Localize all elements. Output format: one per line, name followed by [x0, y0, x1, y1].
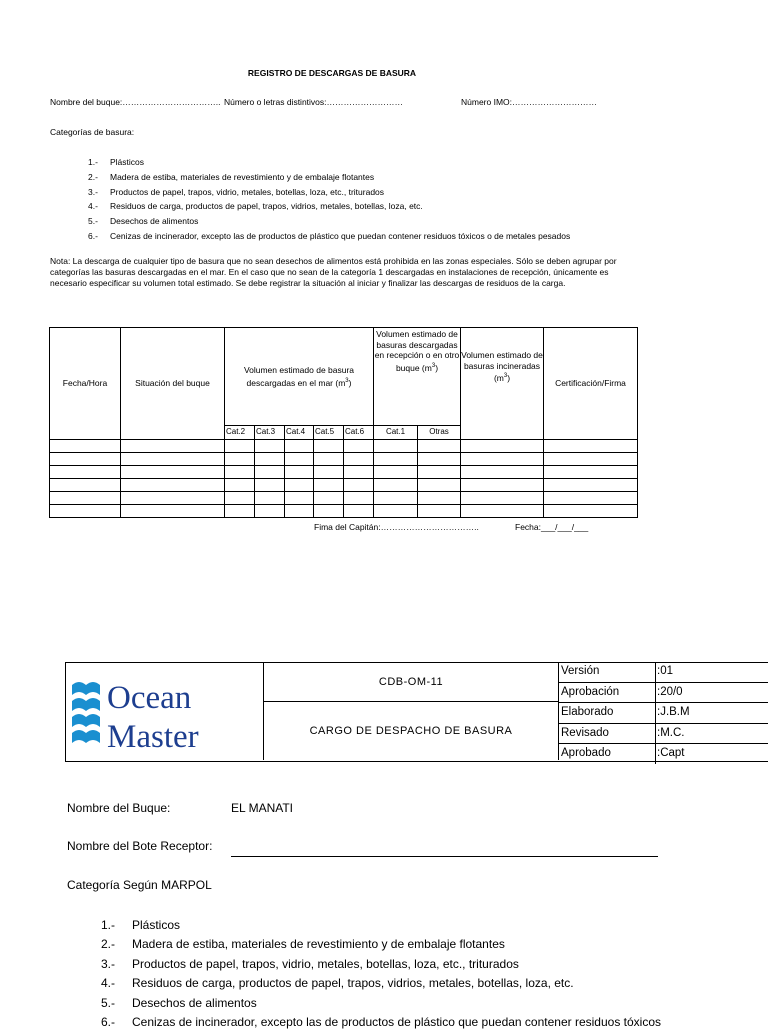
control-key: Revisado: [561, 726, 609, 739]
document-control-table: [559, 662, 768, 764]
category-number: 6.-: [101, 1014, 116, 1029]
category-text: Madera de estiba, materiales de revestimiento y de embalaje flotantes: [110, 171, 375, 182]
log-entry-cell[interactable]: [121, 453, 225, 466]
subcol-cat5: Cat.5: [314, 426, 344, 440]
unit-superscript: 3: [503, 373, 508, 379]
col-vessel-position: Situación del buque: [121, 328, 225, 440]
category-text: Cenizas de incinerador, excepto las de productos de plástico que puedan contener residuos tóxicos o de metales pesados: [110, 230, 571, 241]
category-number: 5.-: [101, 995, 116, 1010]
log-entry-cell[interactable]: [461, 453, 544, 466]
subcol-other: Otras: [418, 426, 461, 440]
distinctive-letters-field[interactable]: Número o letras distintivos:………………………: [224, 97, 404, 107]
log-entry-cell[interactable]: [255, 466, 285, 479]
category-text: Plásticos: [110, 157, 145, 167]
control-value: :Capt: [657, 747, 685, 760]
unit-superscript: 3: [431, 362, 436, 369]
imo-number-field[interactable]: Número IMO:…………………………: [461, 97, 598, 107]
document-code: CDB-OM-11: [264, 662, 559, 702]
col-incinerated-label: Volumen estimado de basuras incineradas (m: [461, 350, 543, 383]
col-sea-volume: [225, 328, 374, 426]
category-text: Cenizas de incinerador, excepto las de productos de plástico que puedan contener residuos tóxicos: [132, 1014, 662, 1029]
log-entry-cell[interactable]: [374, 479, 418, 492]
category-text: Residuos de carga, productos de papel, trapos, vidrios, metales, botellas, loza, etc.: [110, 201, 423, 212]
subcol-cat2: Cat.2: [225, 426, 255, 440]
date-field[interactable]: Fecha:___/___/___: [515, 522, 589, 532]
log-entry-cell[interactable]: [225, 479, 255, 492]
log-entry-cell[interactable]: [461, 440, 544, 453]
control-row: [559, 703, 768, 724]
log-entry-row: [50, 453, 638, 466]
subcol-cat4: Cat.4: [285, 426, 314, 440]
subcol-cat6: Cat.6: [344, 426, 374, 440]
log-entry-cell[interactable]: [314, 466, 344, 479]
log-entry-cell[interactable]: [344, 492, 374, 505]
control-key: Aprobación: [561, 685, 620, 698]
garbage-log-table: [49, 327, 638, 518]
log-entry-cell[interactable]: [374, 453, 418, 466]
unit-close-paren: ): [348, 377, 352, 388]
unit-superscript: 3: [345, 377, 349, 384]
log-entry-cell[interactable]: [285, 479, 314, 492]
log-entry-cell[interactable]: [285, 453, 314, 466]
control-row: [559, 662, 768, 683]
category-number: 2.-: [101, 937, 116, 952]
log-entry-cell[interactable]: [344, 453, 374, 466]
col-certification: Certificación/Firma: [544, 328, 638, 440]
log-entry-cell[interactable]: [461, 505, 544, 518]
category-text: Residuos de carga, productos de papel, trapos, vidrios, metales, botellas, loza, etc.: [132, 976, 574, 991]
log-entry-cell[interactable]: [225, 440, 255, 453]
control-divider: [655, 683, 656, 703]
log-entry-cell[interactable]: [50, 505, 121, 518]
categories-heading: Categorías de basura:: [50, 127, 135, 137]
subcol-cat1: Cat.1: [374, 426, 418, 440]
log-entry-cell[interactable]: [461, 466, 544, 479]
log-entry-cell[interactable]: [314, 479, 344, 492]
col-reception-volume-label: Volumen estimado de basuras descargadas en recepción o en otro buque (m: [374, 329, 460, 373]
log-entry-cell[interactable]: [50, 492, 121, 505]
log-entry-cell[interactable]: [461, 492, 544, 505]
col-date-time: Fecha/Hora: [50, 328, 121, 440]
category-number: 1.-: [101, 918, 116, 932]
document-title: REGISTRO DE DESCARGAS DE BASURA: [247, 68, 417, 78]
category-number: 3.-: [101, 956, 116, 971]
control-value: :20/0: [657, 685, 683, 698]
log-entry-cell[interactable]: [344, 440, 374, 453]
control-value: :M.C.: [657, 726, 685, 739]
log-entry-cell[interactable]: [374, 492, 418, 505]
vessel-name-value: EL MANATI: [231, 801, 294, 815]
log-entry-cell[interactable]: [544, 440, 638, 453]
log-entry-cell[interactable]: [374, 505, 418, 518]
log-entry-cell[interactable]: [418, 466, 461, 479]
company-logo: [65, 662, 264, 760]
log-entry-row: [50, 466, 638, 479]
log-entry-cell[interactable]: [225, 453, 255, 466]
category-number: 6.-: [88, 230, 98, 241]
col-sea-volume-label: Volumen estimado de basura descargadas en el mar (m: [243, 365, 355, 388]
log-entry-row: [50, 440, 638, 453]
log-entry-cell[interactable]: [544, 466, 638, 479]
control-key: Elaborado: [561, 706, 614, 719]
log-entry-cell[interactable]: [374, 440, 418, 453]
regulation-note: Nota: La descarga de cualquier tipo de basura que no sean desechos de alimentos está prohibida en las zonas especiales. Sólo se deben agrupar por categorías las basuras descargadas en el mar. En el caso que no sean de la categoría 1 descargadas en instalaciones de recepción, únicamente es necesario especificar su volumen total estimado. Se debe registrar la situación al iniciar y finalizar las descargas de residuos de la carga.: [50, 256, 617, 288]
captain-signature-field[interactable]: Fima del Capitán:……………………………..: [314, 522, 479, 532]
log-entry-cell[interactable]: [255, 479, 285, 492]
log-entry-cell[interactable]: [121, 479, 225, 492]
control-value: :J.B.M: [657, 706, 690, 719]
control-row: [559, 744, 768, 764]
log-entry-cell[interactable]: [418, 492, 461, 505]
control-divider: [655, 744, 656, 764]
log-entry-cell[interactable]: [121, 492, 225, 505]
marpol-category-heading: Categoría Según MARPOL: [67, 878, 212, 892]
vessel-name-field[interactable]: Nombre del buque:……………………………..: [50, 97, 221, 107]
log-entry-cell[interactable]: [50, 479, 121, 492]
category-number: 5.-: [88, 216, 98, 227]
log-entry-cell[interactable]: [50, 453, 121, 466]
ocean-master-logo-icon: [65, 662, 263, 760]
subcol-cat3: Cat.3: [255, 426, 285, 440]
control-key: Versión: [561, 665, 600, 677]
category-text: Desechos de alimentos: [110, 216, 199, 227]
category-number: 4.-: [88, 201, 98, 212]
log-entry-cell[interactable]: [255, 453, 285, 466]
log-entry-cell[interactable]: [544, 492, 638, 505]
vessel-name-label: Nombre del Buque:: [67, 801, 171, 815]
log-entry-cell[interactable]: [544, 505, 638, 518]
log-entry-cell[interactable]: [255, 492, 285, 505]
control-row: [559, 683, 768, 704]
category-number: 1.-: [88, 157, 98, 167]
log-entry-cell[interactable]: [461, 479, 544, 492]
control-divider: [655, 662, 656, 682]
log-entry-cell[interactable]: [344, 466, 374, 479]
category-text: Plásticos: [132, 918, 181, 932]
category-text: Productos de papel, trapos, vidrio, metales, botellas, loza, etc., triturados: [110, 186, 385, 197]
unit-close-paren: ): [435, 362, 439, 373]
col-incinerated-volume: [461, 328, 544, 440]
form-title: CARGO DE DESPACHO DE BASURA: [264, 702, 559, 760]
category-text: Madera de estiba, materiales de revestimiento y de embalaje flotantes: [132, 937, 505, 952]
logo-word-ocean: Ocean: [107, 680, 192, 716]
log-entry-cell[interactable]: [344, 479, 374, 492]
log-entry-cell[interactable]: [285, 440, 314, 453]
log-entry-cell[interactable]: [225, 492, 255, 505]
log-entry-cell[interactable]: [544, 479, 638, 492]
log-entry-row: [50, 479, 638, 492]
log-entry-cell[interactable]: [285, 466, 314, 479]
log-entry-cell[interactable]: [50, 440, 121, 453]
log-entry-cell[interactable]: [121, 505, 225, 518]
log-entry-cell[interactable]: [344, 505, 374, 518]
log-entry-cell[interactable]: [418, 505, 461, 518]
log-entry-cell[interactable]: [374, 466, 418, 479]
log-entry-cell[interactable]: [255, 440, 285, 453]
category-number: 4.-: [101, 976, 116, 991]
category-number: 2.-: [88, 171, 98, 182]
log-entry-cell[interactable]: [418, 479, 461, 492]
log-entry-cell[interactable]: [314, 492, 344, 505]
receiving-boat-input[interactable]: [231, 856, 658, 857]
log-entry-row: [50, 492, 638, 505]
log-entry-cell[interactable]: [121, 466, 225, 479]
log-entry-cell[interactable]: [544, 453, 638, 466]
log-entry-row: [50, 505, 638, 518]
log-entry-cell[interactable]: [418, 440, 461, 453]
log-entry-cell[interactable]: [225, 505, 255, 518]
control-row: [559, 724, 768, 745]
control-divider: [655, 703, 656, 723]
log-entry-cell[interactable]: [255, 505, 285, 518]
col-reception-volume: [374, 328, 461, 426]
log-entry-cell[interactable]: [225, 466, 255, 479]
log-entry-cell[interactable]: [50, 466, 121, 479]
log-entry-cell[interactable]: [314, 453, 344, 466]
category-text: Productos de papel, trapos, vidrio, metales, botellas, loza, etc., triturados: [132, 956, 519, 971]
log-entry-cell[interactable]: [121, 440, 225, 453]
unit-close-paren: ): [507, 372, 511, 383]
log-entry-cell[interactable]: [314, 505, 344, 518]
category-text: Desechos de alimentos: [132, 995, 257, 1010]
receiving-boat-label: Nombre del Bote Receptor:: [67, 839, 213, 853]
log-entry-cell[interactable]: [418, 453, 461, 466]
category-number: 3.-: [88, 186, 98, 197]
control-key: Aprobado: [561, 747, 611, 760]
logo-word-master: Master: [107, 719, 199, 755]
log-entry-cell[interactable]: [314, 440, 344, 453]
control-divider: [655, 724, 656, 744]
log-entry-cell[interactable]: [285, 505, 314, 518]
control-value: :01: [657, 665, 673, 677]
log-entry-cell[interactable]: [285, 492, 314, 505]
